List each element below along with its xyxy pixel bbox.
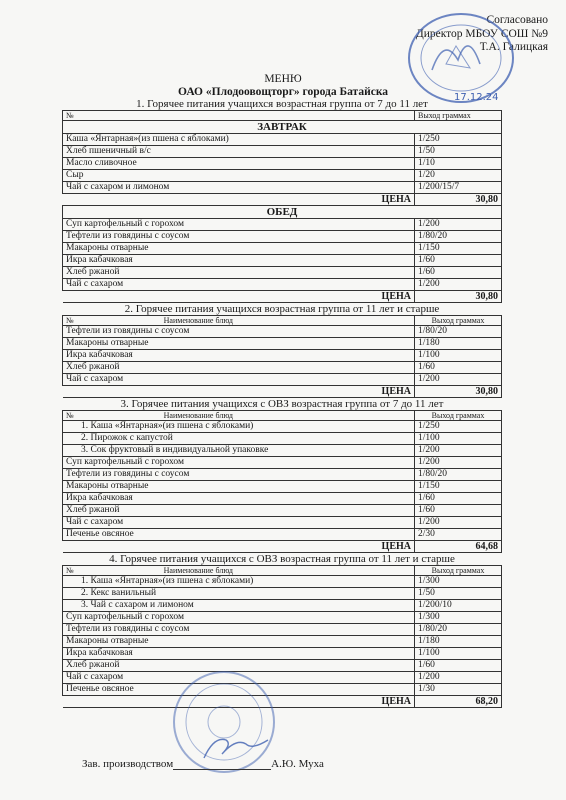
footer-name: А.Ю. Муха [271, 758, 324, 770]
dish-out: 1/60 [415, 255, 502, 267]
table-row [63, 158, 502, 170]
table-row [63, 505, 502, 517]
dish-out: 1/20 [415, 170, 502, 182]
price-value: 30,80 [415, 291, 502, 303]
table-row [63, 481, 502, 493]
dish-out: 1/80/20 [415, 624, 502, 636]
dish-out: 1/60 [415, 267, 502, 279]
dish-out: 1/200 [415, 672, 502, 684]
table-row [63, 170, 502, 182]
table-row [63, 326, 502, 338]
table-row [63, 576, 502, 588]
price-label: ЦЕНА [63, 541, 415, 553]
footer-signature [82, 758, 324, 770]
dish-name: 3. Чай с сахаром и лимоном [63, 600, 415, 612]
dish-out: 1/250 [415, 134, 502, 146]
section-4-title: 4. Горячее питания учащихся с ОВЗ возрастная группа от 11 лет и старше [109, 553, 455, 565]
breakfast-header [63, 121, 502, 134]
dish-name: Хлеб ржаной [63, 362, 415, 374]
col-header-name-text: Наименование блюд [163, 316, 233, 325]
table-row [63, 267, 502, 279]
lunch-label: ОБЕД [63, 206, 502, 219]
dish-name: Тефтели из говядины с соусом [63, 624, 415, 636]
menu-content [62, 98, 502, 708]
section-3-table [62, 410, 502, 553]
table-header [63, 566, 502, 576]
table-row [63, 182, 502, 194]
col-header-num: № [66, 316, 74, 325]
dish-out: 1/80/20 [415, 469, 502, 481]
table-row [63, 624, 502, 636]
breakfast-label: ЗАВТРАК [63, 121, 502, 134]
approval-line-3: Т.А. Галицкая [479, 41, 548, 53]
dish-name: Хлеб пшеничный в/с [63, 146, 415, 158]
col-header-name [63, 566, 415, 576]
table-row [63, 445, 502, 457]
dish-out: 1/100 [415, 350, 502, 362]
section-2-table [62, 315, 502, 398]
price-label: ЦЕНА [63, 194, 415, 206]
dish-name: Суп картофельный с горохом [63, 457, 415, 469]
page-subtitle: ОАО «Плодоовощторг» города Батайска [177, 86, 389, 98]
table-row [63, 648, 502, 660]
signature-line [173, 759, 271, 770]
dish-name: Тефтели из говядины с соусом [63, 326, 415, 338]
dish-name: Масло сливочное [63, 158, 415, 170]
dish-name: Макароны отварные [63, 338, 415, 350]
table-row [63, 421, 502, 433]
dish-out: 1/200 [415, 374, 502, 386]
dish-name: Чай с сахаром [63, 672, 415, 684]
dish-name: Икра кабачковая [63, 350, 415, 362]
col-header-name [63, 316, 415, 326]
dish-name: Чай с сахаром [63, 517, 415, 529]
price-row [63, 291, 502, 303]
section-1-table [62, 110, 502, 303]
price-label: ЦЕНА [63, 291, 415, 303]
approval-line-1: Согласовано [486, 14, 548, 26]
page-title: МЕНЮ [264, 73, 302, 85]
col-header-out: Выход граммах [415, 111, 502, 121]
price-value: 30,80 [415, 194, 502, 206]
table-row [63, 219, 502, 231]
dish-out: 1/200 [415, 517, 502, 529]
dish-name: Сыр [63, 170, 415, 182]
price-row [63, 696, 502, 708]
col-header-num: № [63, 111, 415, 121]
dish-name: Икра кабачковая [63, 648, 415, 660]
table-row [63, 672, 502, 684]
col-header-out: Выход граммах [415, 411, 502, 421]
dish-name: 1. Каша «Янтарная»(из пшена с яблоками) [63, 421, 415, 433]
dish-out: 1/300 [415, 576, 502, 588]
table-row [63, 231, 502, 243]
table-row [63, 612, 502, 624]
dish-out: 1/200/15/7 [415, 182, 502, 194]
table-row [63, 529, 502, 541]
dish-out: 1/150 [415, 243, 502, 255]
dish-name: Макароны отварные [63, 636, 415, 648]
dish-name: Макароны отварные [63, 481, 415, 493]
footer-role: Зав. производством [82, 758, 174, 770]
table-header [63, 316, 502, 326]
dish-name: Хлеб ржаной [63, 267, 415, 279]
dish-out: 1/60 [415, 493, 502, 505]
price-label: ЦЕНА [63, 386, 415, 398]
table-row [63, 146, 502, 158]
dish-out: 1/100 [415, 433, 502, 445]
dish-name: 2. Пирожок с капустой [63, 433, 415, 445]
table-row [63, 255, 502, 267]
dish-name: 1. Каша «Янтарная»(из пшена с яблоками) [63, 576, 415, 588]
dish-out: 1/50 [415, 588, 502, 600]
dish-name: Икра кабачковая [63, 493, 415, 505]
section-1-title: 1. Горячее питания учащихся возрастная группа от 7 до 11 лет [136, 98, 428, 110]
dish-out: 1/200 [415, 445, 502, 457]
col-header-out: Выход граммах [415, 316, 502, 326]
dish-out: 1/200 [415, 279, 502, 291]
dish-out: 1/80/20 [415, 231, 502, 243]
table-row [63, 636, 502, 648]
price-row [63, 541, 502, 553]
table-header [63, 411, 502, 421]
dish-name: 2. Кекс ванильный [63, 588, 415, 600]
price-value: 64,68 [415, 541, 502, 553]
dish-out: 1/30 [415, 684, 502, 696]
table-row [63, 457, 502, 469]
col-header-name [63, 411, 415, 421]
table-row [63, 588, 502, 600]
dish-name: Макароны отварные [63, 243, 415, 255]
col-header-out: Выход граммах [415, 566, 502, 576]
stamp-date: 17.12.24 [454, 92, 499, 103]
dish-out: 1/150 [415, 481, 502, 493]
table-row [63, 374, 502, 386]
table-row [63, 600, 502, 612]
table-row [63, 517, 502, 529]
dish-out: 1/10 [415, 158, 502, 170]
price-value: 30,80 [415, 386, 502, 398]
dish-name: Хлеб ржаной [63, 660, 415, 672]
dish-out: 1/60 [415, 362, 502, 374]
price-label: ЦЕНА [63, 696, 415, 708]
dish-name: Печенье овсяное [63, 529, 415, 541]
section-3-title: 3. Горячее питания учащихся с ОВЗ возрастная группа от 7 до 11 лет [120, 398, 444, 410]
table-row [63, 338, 502, 350]
dish-name: Печенье овсяное [63, 684, 415, 696]
dish-name: Суп картофельный с горохом [63, 219, 415, 231]
table-row [63, 469, 502, 481]
col-header-name-text: Наименование блюд [163, 566, 233, 575]
dish-name: Суп картофельный с горохом [63, 612, 415, 624]
col-header-num: № [66, 566, 74, 575]
section-2-title: 2. Горячее питания учащихся возрастная группа от 11 лет и старше [124, 303, 440, 315]
dish-out: 1/200 [415, 219, 502, 231]
dish-out: 1/180 [415, 338, 502, 350]
table-row [63, 134, 502, 146]
dish-out: 1/100 [415, 648, 502, 660]
price-row [63, 386, 502, 398]
table-row [63, 684, 502, 696]
dish-name: Тефтели из говядины с соусом [63, 231, 415, 243]
dish-out: 1/250 [415, 421, 502, 433]
col-header-name-text: Наименование блюд [163, 411, 233, 420]
dish-out: 1/60 [415, 660, 502, 672]
dish-out: 1/200/10 [415, 600, 502, 612]
dish-out: 1/80/20 [415, 326, 502, 338]
lunch-header [63, 206, 502, 219]
col-header-num: № [66, 411, 74, 420]
dish-out: 1/180 [415, 636, 502, 648]
dish-out: 1/60 [415, 505, 502, 517]
dish-name: Хлеб ржаной [63, 505, 415, 517]
dish-name: Чай с сахаром и лимоном [63, 182, 415, 194]
table-row [63, 493, 502, 505]
dish-out: 1/50 [415, 146, 502, 158]
section-4-table [62, 565, 502, 708]
dish-name: Тефтели из говядины с соусом [63, 469, 415, 481]
table-row [63, 433, 502, 445]
dish-name: Чай с сахаром [63, 279, 415, 291]
table-row [63, 362, 502, 374]
dish-name: Чай с сахаром [63, 374, 415, 386]
price-row [63, 194, 502, 206]
table-header [63, 111, 502, 121]
table-row [63, 660, 502, 672]
approval-line-2: Директор МБОУ СОШ №9 [415, 27, 548, 40]
price-value: 68,20 [415, 696, 502, 708]
dish-name: Икра кабачковая [63, 255, 415, 267]
dish-out: 1/200 [415, 457, 502, 469]
dish-name: 3. Сок фруктовый в индивидуальной упаковке [63, 445, 415, 457]
dish-name: Каша «Янтарная»(из пшена с яблоками) [63, 134, 415, 146]
table-row [63, 350, 502, 362]
dish-out: 1/300 [415, 612, 502, 624]
table-row [63, 279, 502, 291]
dish-out: 2/30 [415, 529, 502, 541]
table-row [63, 243, 502, 255]
